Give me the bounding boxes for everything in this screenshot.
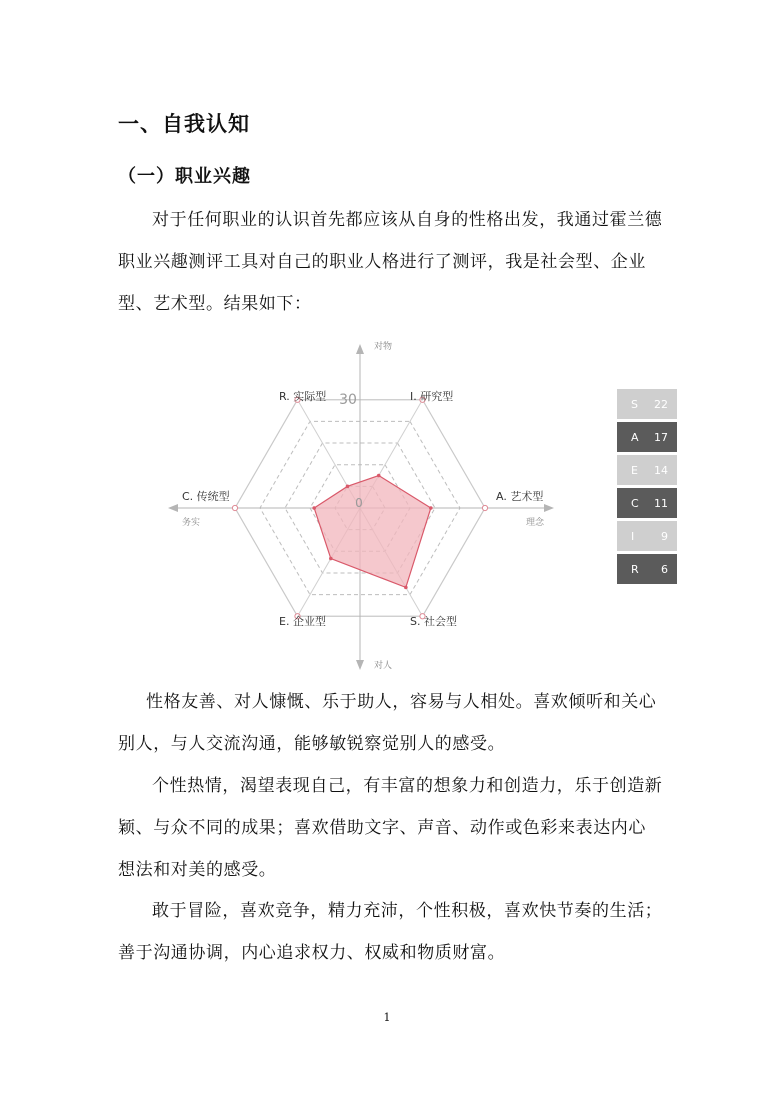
right-arrow-icon [544, 504, 554, 512]
score-code: A [631, 430, 639, 444]
vertex-marker-c [232, 505, 237, 510]
score-value: 17 [654, 430, 668, 444]
score-row-r [617, 554, 677, 584]
dimension-label-s: S. 社会型 [410, 615, 457, 628]
dimension-label-a: A. 艺术型 [496, 490, 544, 503]
score-code: R [631, 562, 639, 576]
score-value: 6 [661, 562, 668, 576]
holland-radar-chart [160, 336, 580, 676]
score-row-i [617, 521, 677, 551]
dimension-label-e: E. 企业型 [279, 615, 326, 628]
score-row-c [617, 488, 677, 518]
score-code: E [631, 463, 638, 477]
dimension-label-i: I. 研究型 [410, 390, 454, 403]
axis-label-top: 对物 [374, 342, 393, 352]
left-arrow-icon [168, 504, 178, 512]
score-code: C [631, 496, 639, 510]
up-arrow-icon [356, 344, 364, 354]
score-row-a [617, 422, 677, 452]
axis-label-left: 务实 [182, 518, 201, 528]
radar-point-r [346, 485, 350, 489]
down-arrow-icon [356, 660, 364, 670]
score-value: 9 [661, 529, 668, 543]
score-value: 11 [654, 496, 668, 510]
section-heading: 一、自我认知 [118, 112, 250, 136]
page-number: 1 [383, 1011, 391, 1024]
artistic-type-paragraph: 个性热情，渴望表现自己，有丰富的想象力和创造力，乐于创造新颖、与众不同的成果；喜欢借助文字、声音、动作或色彩来表达内心想法和对美的感受。 [118, 776, 663, 880]
score-value: 22 [654, 397, 668, 411]
dimension-label-r: R. 实际型 [279, 390, 327, 403]
score-row-s [617, 389, 677, 419]
radar-point-i [377, 474, 381, 478]
vertex-marker-a [482, 505, 487, 510]
social-type-paragraph: 性格友善、对人慷慨、乐于助人，容易与人相处。喜欢倾听和关心别人，与人交流沟通，能够敏锐察觉别人的感受。 [118, 692, 657, 754]
axis-label-bottom: 对人 [374, 661, 393, 671]
axis-label-right: 理念 [526, 518, 545, 528]
radar-point-e [329, 557, 333, 561]
scale-max-label: 30 [339, 392, 357, 408]
score-code: I [631, 529, 635, 543]
radar-data-area [314, 476, 431, 588]
scale-min-label: 0 [355, 496, 363, 510]
radar-point-c [312, 506, 316, 510]
enterprising-type-paragraph: 敢于冒险，喜欢竞争，精力充沛，个性积极，喜欢快节奏的生活；善于沟通协调，内心追求权力、权威和物质财富。 [118, 901, 663, 963]
score-code: S [631, 397, 638, 411]
score-value: 14 [654, 463, 668, 477]
radar-point-a [429, 506, 433, 510]
dimension-label-c: C. 传统型 [182, 490, 230, 503]
subsection-heading: （一）职业兴趣 [118, 166, 251, 187]
score-row-e [617, 455, 677, 485]
radar-point-s [404, 586, 408, 590]
score-panel [617, 389, 677, 587]
intro-paragraph: 对于任何职业的认识首先都应该从自身的性格出发，我通过霍兰德职业兴趣测评工具对自己的职业人格进行了测评，我是社会型、企业型、艺术型。结果如下： [118, 210, 663, 314]
